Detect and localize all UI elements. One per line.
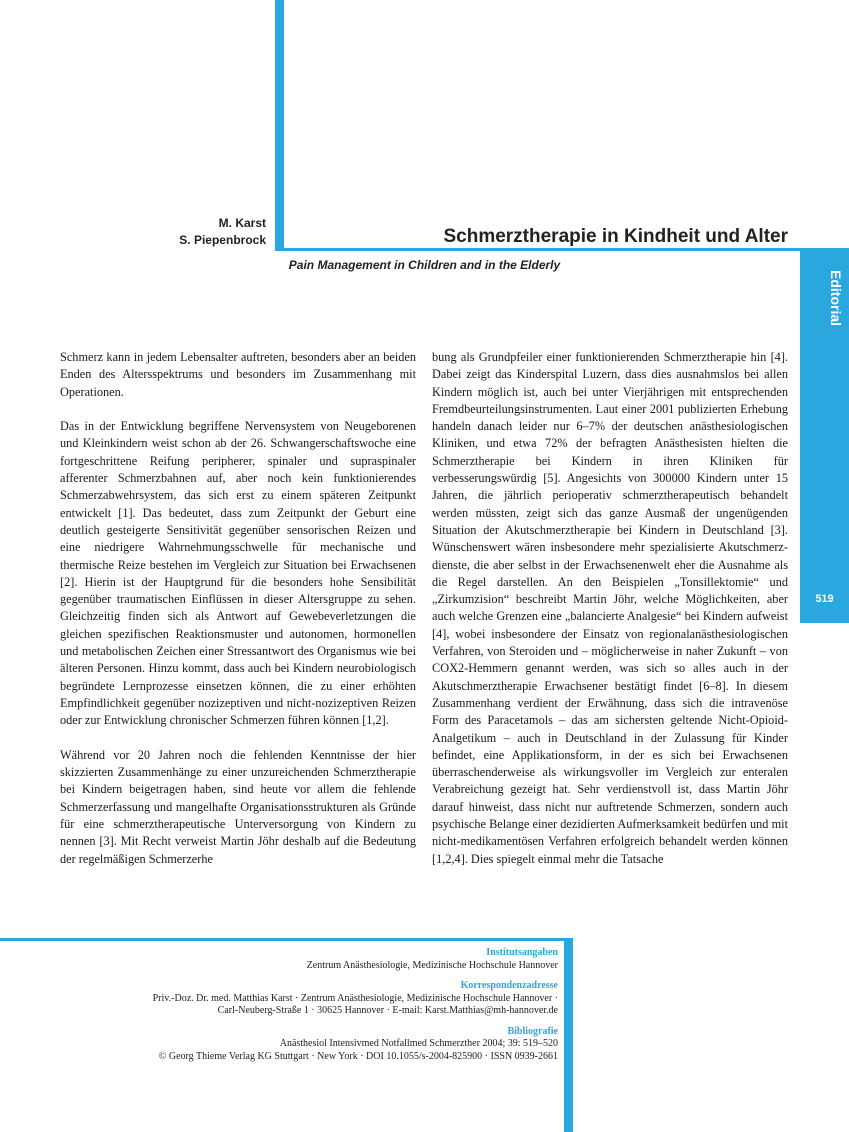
header-rule [275, 248, 849, 251]
bibliography-text: Anästhesiol Intensivmed Notfallmed Schmerzther 2004; 39: 519–520 [279, 1038, 558, 1049]
bibliography-text: © Georg Thieme Verlag KG Stuttgart · New York · DOI 10.1055/s-2004-825900 · ISSN 0939-2661 [158, 1050, 558, 1062]
bottom-accent-bar [564, 938, 573, 1132]
correspondence-text: Carl-Neuberg-Straße 1 · 30625 Hannover · E-mail: Karst.Matthias@mh-hannover.de [217, 1005, 558, 1016]
article-footer [60, 947, 558, 1063]
author-list [60, 215, 266, 249]
body-paragraph: Schmerz kann in jedem Lebensalter auftreten, besonders aber an beiden Enden des Altersspektrums und besonders im Zusammenhang mit Operationen. [60, 350, 416, 399]
page-number: 519 [815, 593, 834, 605]
top-accent-bar [275, 0, 284, 251]
bibliography-heading: Bibliografie [507, 1025, 558, 1037]
article-title: Schmerztherapie in Kindheit und Alter [443, 226, 788, 247]
body-paragraph: bung als Grundpfeiler einer funktionierenden Schmerztherapie hin [4]. Dabei zeigt das Kinderspital Luzern, dass dies ausnahmslos bei allen Kindern möglich ist, auch bei unter Vierjährigen mit entsprechenden Fremdbeurteilungsinstrumenten. Laut einer 2001 publizierten Erhebung handeln danach leider nur 6–7% der deutschen anästhesiologischen Kliniken, und etwa 72% der befragten Anästhesisten hielten die Schmerztherapie bei Kindern in ihren Kliniken für verbesserungswürdig [5]. Angesichts von 300000 Kindern unter 15 Jahren, die jährlich perioperativ schmerztherapeutisch behandelt werden müssten, zeigt sich das ganze Ausmaß der ungenügenden Situation der Akutschmerztherapie bei Kindern in Deutschland [3]. Wünschenswert wären insbesondere mehr spezialisierte Akutschmerzdienste, die aber selbst in der Erwachsenenwelt eher die Ausnahme als die Regel darstellen. An den Beispielen „Tonsillektomie“ und „Zirkumzision“ beschreibt Martin Jöhr, welche Möglichkeiten, aber auch welche Grenzen eine „balancierte Analgesie“ bei Kindern aufweist [4], wobei insbesondere der Einsatz von regionalanästhesiologischen Verfahren, von Steroiden und – möglicherweise in naher Zukunft – von COX2-Hemmern genannt werden, was sich so alles auch in der Akutschmerztherapie Erwachsener bestätigt findet [6–8]. In diesem Zusammenhang verdient der Erwähnung, dass sich die intravenöse Form des Paracetamols – das am sichersten geltende Nicht-Opioid-Analgetikum – auch in Deutschland in der Zulassung für Kinder befindet, eine Applikationsform, in der es sich bei Erwachsenen überraschenderweise als wirkungsvoller im Vergleich zur enteralen Verabreichung gezeigt hat. Sehr verdienstvoll ist, dass Martin Jöhr darauf hinweist, dass nicht nur auftretende Schmerzen, sondern auch psychische Belange einer dezidierten Aufmerksamkeit bedürfen und mit nicht-medikamentösen Verfahren erfolgreich behandelt werden können [1,2,4]. Dies spiegelt einmal mehr die Tatsache [432, 350, 788, 866]
author-name: M. Karst [218, 216, 266, 230]
body-paragraph: Das in der Entwicklung begriffene Nervensystem von Neugeborenen und Kleinkindern weist schon ab der 26. Schwangerschaftswoche eine fortgeschrittene Reifung peripherer, spinaler und supraspinaler afferenter Schmerzbahnen auf, aber noch kein funktionierendes Schmerzabwehrsystem, das sich erst zu einem späteren Zeitpunkt entwickelt [1]. Das bedeutet, dass zum Zeitpunkt der Geburt eine deutlich gesteigerte Sensitivität gegenüber sensorischen Reizen und eine niedrigere Wahrnehmungsschwelle für mechanische und thermische Reize bestehen im Vergleich zur Situation bei Erwachsenen [2]. Hierin ist der Hauptgrund für die besonders hohe Sensibilität gegenüber traumatischen Einflüssen in dieser Altersgruppe zu sehen. Gleichzeitig finden sich als Antwort auf Gewebeverletzungen die gleichen spezifischen Reaktionsmuster und autonomen, hormonellen und metabolischen Zeichen einer Stressantwort des Organismus wie bei älteren Personen. Hinzu kommt, dass auch bei Kindern neurobiologisch begründete Lernprozesse einsetzen können, die zu einer erhöhten Empfindlichkeit gegenüber nozizeptiven und nicht-nozizeptiven Reizen oder zur Entwicklung chronischer Schmerzen führen können [1,2]. [60, 419, 416, 728]
section-label: Editorial [828, 270, 844, 327]
article-subtitle: Pain Management in Children and in the Elderly [288, 258, 561, 272]
right-text-column [432, 349, 788, 885]
correspondence-text: Priv.-Doz. Dr. med. Matthias Karst · Zentrum Anästhesiologie, Medizinische Hochschule Hannover · [152, 992, 558, 1004]
footer-rule [0, 938, 572, 941]
institution-heading: Institutsangaben [486, 947, 558, 958]
author-name: S. Piepenbrock [179, 233, 266, 247]
correspondence-heading: Korrespondenzadresse [460, 980, 558, 991]
institution-text: Zentrum Anästhesiologie, Medizinische Hochschule Hannover [306, 959, 558, 971]
body-paragraph: Während vor 20 Jahren noch die fehlenden Kenntnisse der hier skizzierten Zusammenhänge zu einer unzureichenden Schmerztherapie bei Kindern beigetragen haben, sind heute vor allem die fehlende Schmerzerfassung und mangelhafte Organisationsstrukturen als Gründe für eine schmerztherapeutische Unterversorgung von Kindern zu nennen [3]. Mit Recht verweist Martin Jöhr deshalb auf die Bedeutung der regelmäßigen Schmerzerhe [60, 747, 416, 866]
left-text-column [60, 349, 416, 885]
